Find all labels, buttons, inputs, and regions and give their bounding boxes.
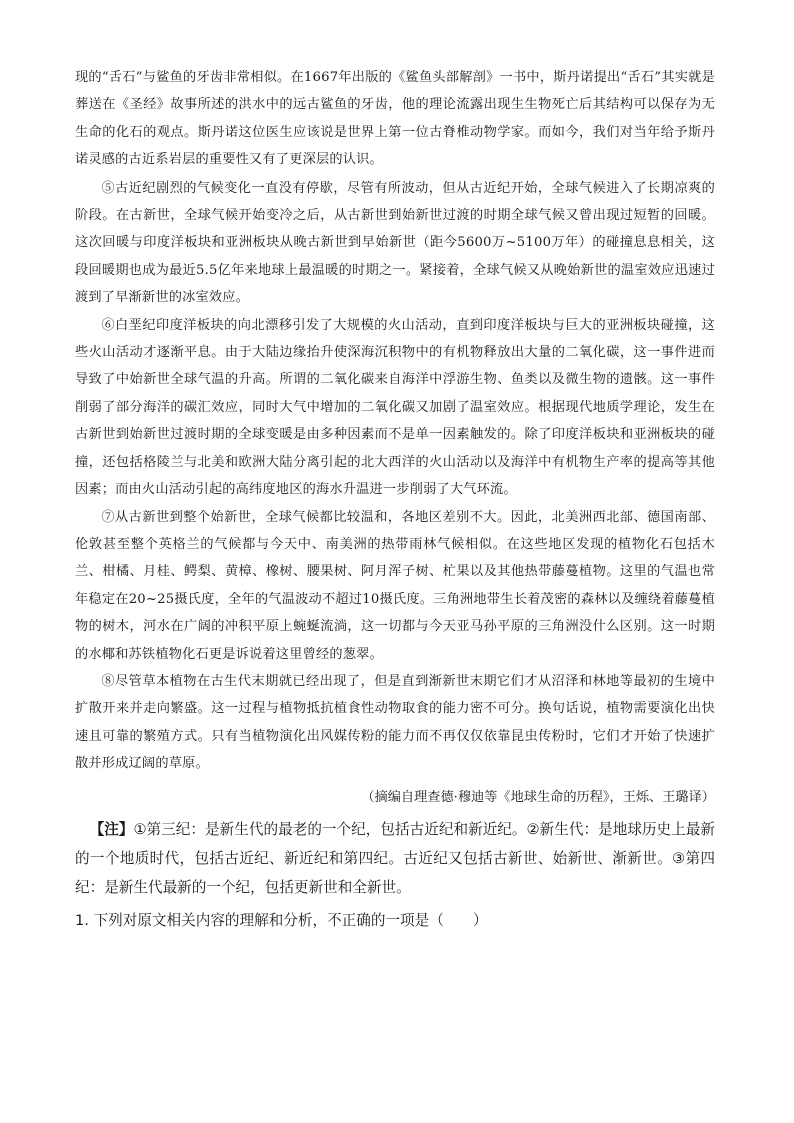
paragraph-6: ⑥白垩纪印度洋板块的向北漂移引发了大规模的火山活动，直到印度洋板块与巨大的亚洲板块碰撞，这些火山活动才逐渐平息。由于大陆边缘抬升使深海沉积物中的有机物释放出大量的二氧化碳，这一事件进而导致了中始新世全球气温的升高。所谓的二氧化碳来自海洋中浮游生物、鱼类以及微生物的遗骸。这一事件削弱了部分海洋的碳汇效应，同时大气中增加的二氧化碳又加剧了温室效应。根据现代地质学理论，发生在古新世到始新世过渡时期的全球变暖是由多种因素而不是单一因素触发的。除了印度洋板块和亚洲板块的碰撞，还包括格陵兰与北美和欧洲大陆分离引起的北大西洋的火山活动以及海洋中有机物生产率的提高等其他因素；而由火山活动引起的高纬度地区的海水升温进一步削弱了大气环流。 — [75, 317, 715, 498]
annotation-note — [75, 815, 715, 902]
question-1: 1. 下列对原文相关内容的理解和分析，不正确的一项是（ ） — [75, 911, 488, 929]
paragraph-4-continued: 现的“舌石”与鲨鱼的牙齿非常相似。在1667年出版的《鲨鱼头部解剖》一书中，斯丹诺提出“舌石”其实就是葬送在《圣经》故事所述的洪水中的远古鲨鱼的牙齿，他的理论流露出现生生物死亡后其结构可以保存为无生命的化石的观点。斯丹诺这位医生应该说是世界上第一位古脊椎动物学家。而如今，我们对当年给予斯丹诺灵感的古近系岩层的重要性又有了更深层的认识。 — [75, 70, 715, 168]
paragraph-5: ⑤古近纪剧烈的气候变化一直没有停歇，尽管有所波动，但从古近纪开始，全球气候进入了长期凉爽的阶段。在古新世，全球气候开始变冷之后，从古新世到始新世过渡的时期全球气候又曾出现过短暂的回暖。这次回暖与印度洋板块和亚洲板块从晚古新世到早始新世（距今5600万~5100万年）的碰撞息息相关，这段回暖期也成为最近5.5亿年来地球上最温暖的时期之一。紧接着，全球气候又从晚始新世的温室效应迅速过渡到了早渐新世的冰室效应。 — [75, 180, 715, 306]
paragraph-7: ⑦从古新世到整个始新世，全球气候都比较温和，各地区差别不大。因此，北美洲西北部、德国南部、伦敦甚至整个英格兰的气候都与今天中、南美洲的热带雨林气候相似。在这些地区发现的植物化石包括木兰、柑橘、月桂、鳄梨、黄樟、橡树、腰果树、阿月浑子树、杧果以及其他热带藤蔓植物。这里的气温也常年稳定在20~25摄氏度，全年的气温波动不超过10摄氏度。三角洲地带生长着茂密的森林以及缠绕着藤蔓植物的树木，河水在广阔的冲积平原上蜿蜒流淌，这一切都与今天亚马孙平原的三角洲没什么区别。这一时期的水椰和苏铁植物化石更是诉说着这里曾经的葱翠。 — [75, 509, 715, 662]
note-text: ①第三纪：是新生代的最老的一个纪，包括古近纪和新近纪。②新生代：是地球历史上最新的一个地质时代，包括古近纪、新近纪和第四纪。古近纪又包括古新世、始新世、渐新世。③第四纪：是新生代最新的一个纪，包括更新世和全新世。 — [75, 820, 715, 896]
source-citation: （摘编自理查德·穆迪等《地球生命的历程》，王烁、王璐译） — [361, 789, 715, 805]
document-page — [75, 64, 715, 935]
paragraph-8: ⑧尽管草本植物在古生代末期就已经出现了，但是直到渐新世末期它们才从沼泽和林地等最初的生境中扩散开来并走向繁盛。这一过程与植物抵抗植食性动物取食的能力密不可分。换句话说，植物需要演化出快速且可靠的繁殖方式。只有当植物演化出风媒传粉的能力而不再仅仅依靠昆虫传粉时，它们才开始了快速扩散并形成辽阔的草原。 — [75, 673, 715, 772]
note-label: 【注】 — [89, 820, 134, 838]
